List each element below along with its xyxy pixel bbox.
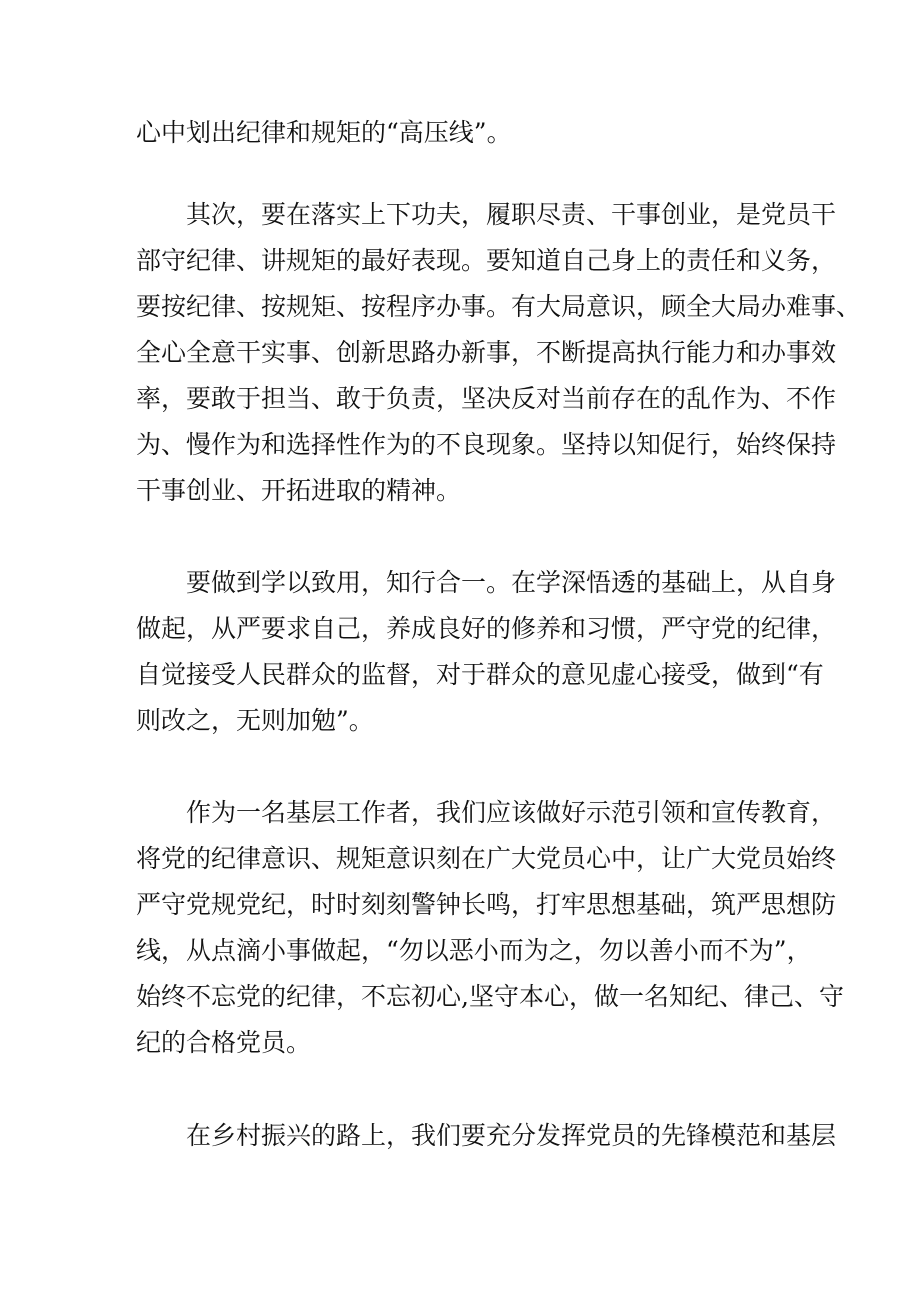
paragraph-3-line-1: 要做到学以致用，知行合一。在学深悟透的基础上，从自身 [186, 568, 837, 597]
paragraph-2-line-5: 率，要敢于担当、敢于负责，坚决反对当前存在的乱作为、不作 [136, 384, 837, 413]
paragraph-2-line-1: 其次，要在落实上下功夫，履职尽责、干事创业，是党员干 [186, 200, 837, 229]
paragraph-4-line-2: 将党的纪律意识、规矩意识刻在广大党员心中，让广大党员始终 [136, 844, 837, 873]
paragraph-4-line-5: 始终不忘党的纪律，不忘初心,坚守本心，做一名知纪、律己、守 [136, 982, 844, 1011]
paragraph-4-line-1: 作为一名基层工作者，我们应该做好示范引领和宣传教育， [186, 798, 837, 827]
paragraph-2-line-7: 干事创业、开拓进取的精神。 [136, 476, 462, 505]
paragraph-4-line-6: 纪的合格党员。 [136, 1028, 312, 1057]
paragraph-3-line-3: 自觉接受人民群众的监督，对于群众的意见虚心接受，做到“有 [136, 660, 824, 689]
paragraph-5-line-1: 在乡村振兴的路上，我们要充分发挥党员的先锋模范和基层 [186, 1121, 837, 1150]
paragraph-1-line-1: 心中划出纪律和规矩的“高压线”。 [136, 118, 512, 147]
paragraph-2-line-3: 要按纪律、按规矩、按程序办事。有大局意识，顾全大局办难事、 [136, 292, 862, 321]
paragraph-3-line-4: 则改之，无则加勉”。 [136, 706, 374, 735]
paragraph-4-line-3: 严守党规党纪，时时刻刻警钟长鸣，打牢思想基础，筑严思想防 [136, 890, 837, 919]
paragraph-2-line-6: 为、慢作为和选择性作为的不良现象。坚持以知促行，始终保持 [136, 430, 837, 459]
paragraph-3-line-2: 做起，从严要求自己，养成良好的修养和习惯，严守党的纪律， [136, 614, 837, 643]
paragraph-2-line-2: 部守纪律、讲规矩的最好表现。要知道自己身上的责任和义务， [136, 246, 837, 275]
paragraph-2-line-4: 全心全意干实事、创新思路办新事，不断提高执行能力和办事效 [136, 338, 837, 367]
paragraph-4-line-4: 线，从点滴小事做起，“勿以恶小而为之，勿以善小而不为”， [136, 936, 812, 965]
